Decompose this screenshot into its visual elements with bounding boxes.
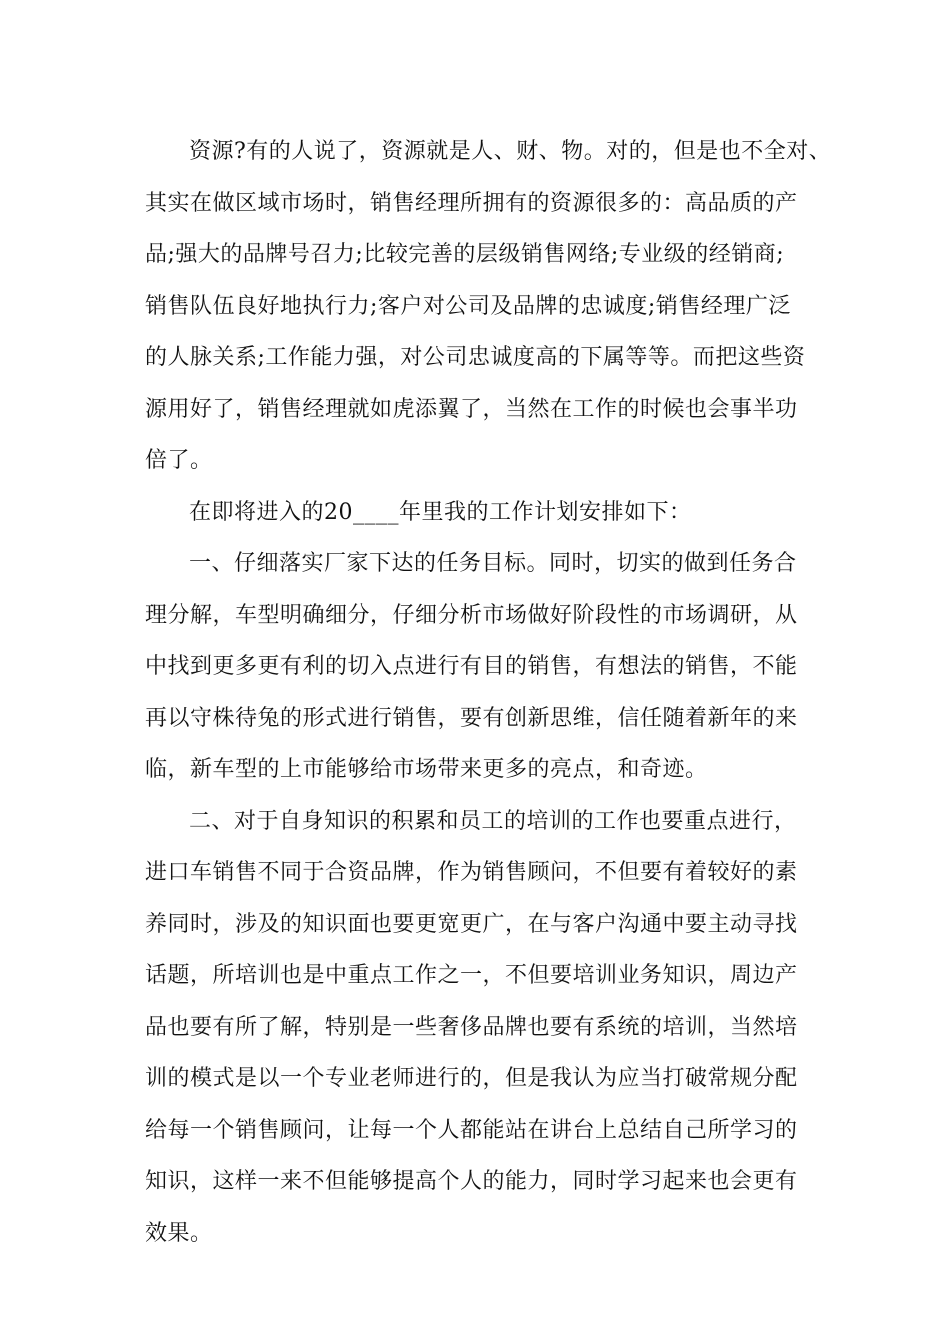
text-line: 倍了。 — [145, 448, 213, 473]
paragraph-plan-intro — [145, 487, 810, 539]
document-body — [145, 126, 832, 1259]
text-line: 训的模式是以一个专业老师进行的，但是我认为应当打破常规分配 — [145, 1066, 798, 1091]
text-line: 话题，所培训也是中重点工作之一，不但要培训业务知识，周边产 — [145, 963, 798, 988]
paragraph-item-two — [145, 796, 810, 1260]
text-line: 二、对于自身知识的积累和员工的培训的工作也要重点进行， — [189, 808, 797, 834]
text-line: 其实在做区域市场时，销售经理所拥有的资源很多的：高品质的产 — [145, 190, 798, 216]
paragraph-item-one — [145, 538, 810, 796]
text-line: 效果。 — [145, 1220, 213, 1246]
text-line: 给每一个销售顾问，让每一个人都能站在讲台上总结自己所学习的 — [145, 1117, 798, 1143]
text-line: 养同时，涉及的知识面也要更宽更广，在与客户沟通中要主动寻找 — [145, 911, 798, 937]
text-line: 的人脉关系;工作能力强，对公司忠诚度高的下属等等。而把这些资 — [145, 345, 806, 370]
text-line: 品也要有所了解，特别是一些奢侈品牌也要有系统的培训，当然培 — [145, 1014, 798, 1040]
text-line: 源用好了，销售经理就如虎添翼了，当然在工作的时候也会事半功 — [145, 396, 798, 422]
text-line: 品;强大的品牌号召力;比较完善的层级销售网络;专业级的经销商; — [145, 242, 785, 267]
text-line: 临，新车型的上市能够给市场带来更多的亮点，和奇迹。 — [145, 757, 708, 782]
paragraph-resources — [145, 126, 832, 487]
text-line: 资源?有的人说了，资源就是人、财、物。对的，但是也不全对、 — [189, 139, 832, 164]
text-line: 销售队伍良好地执行力;客户对公司及品牌的忠诚度;销售经理广泛 — [145, 293, 791, 319]
text-line: 一、仔细落实厂家下达的任务目标。同时，切实的做到任务合 — [189, 551, 797, 576]
text-line: 知识，这样一来不但能够提高个人的能力，同时学习起来也会更有 — [145, 1169, 798, 1194]
text-line: 在即将进入的20____年里我的工作计划安排如下： — [189, 499, 692, 525]
text-line: 进口车销售不同于合资品牌，作为销售顾问，不但要有着较好的素 — [145, 860, 798, 885]
text-line: 再以守株待兔的形式进行销售，要有创新思维，信任随着新年的来 — [145, 705, 798, 731]
text-line: 理分解，车型明确细分，仔细分析市场做好阶段性的市场调研，从 — [145, 602, 798, 628]
text-line: 中找到更多更有利的切入点进行有目的销售，有想法的销售，不能 — [145, 654, 798, 679]
